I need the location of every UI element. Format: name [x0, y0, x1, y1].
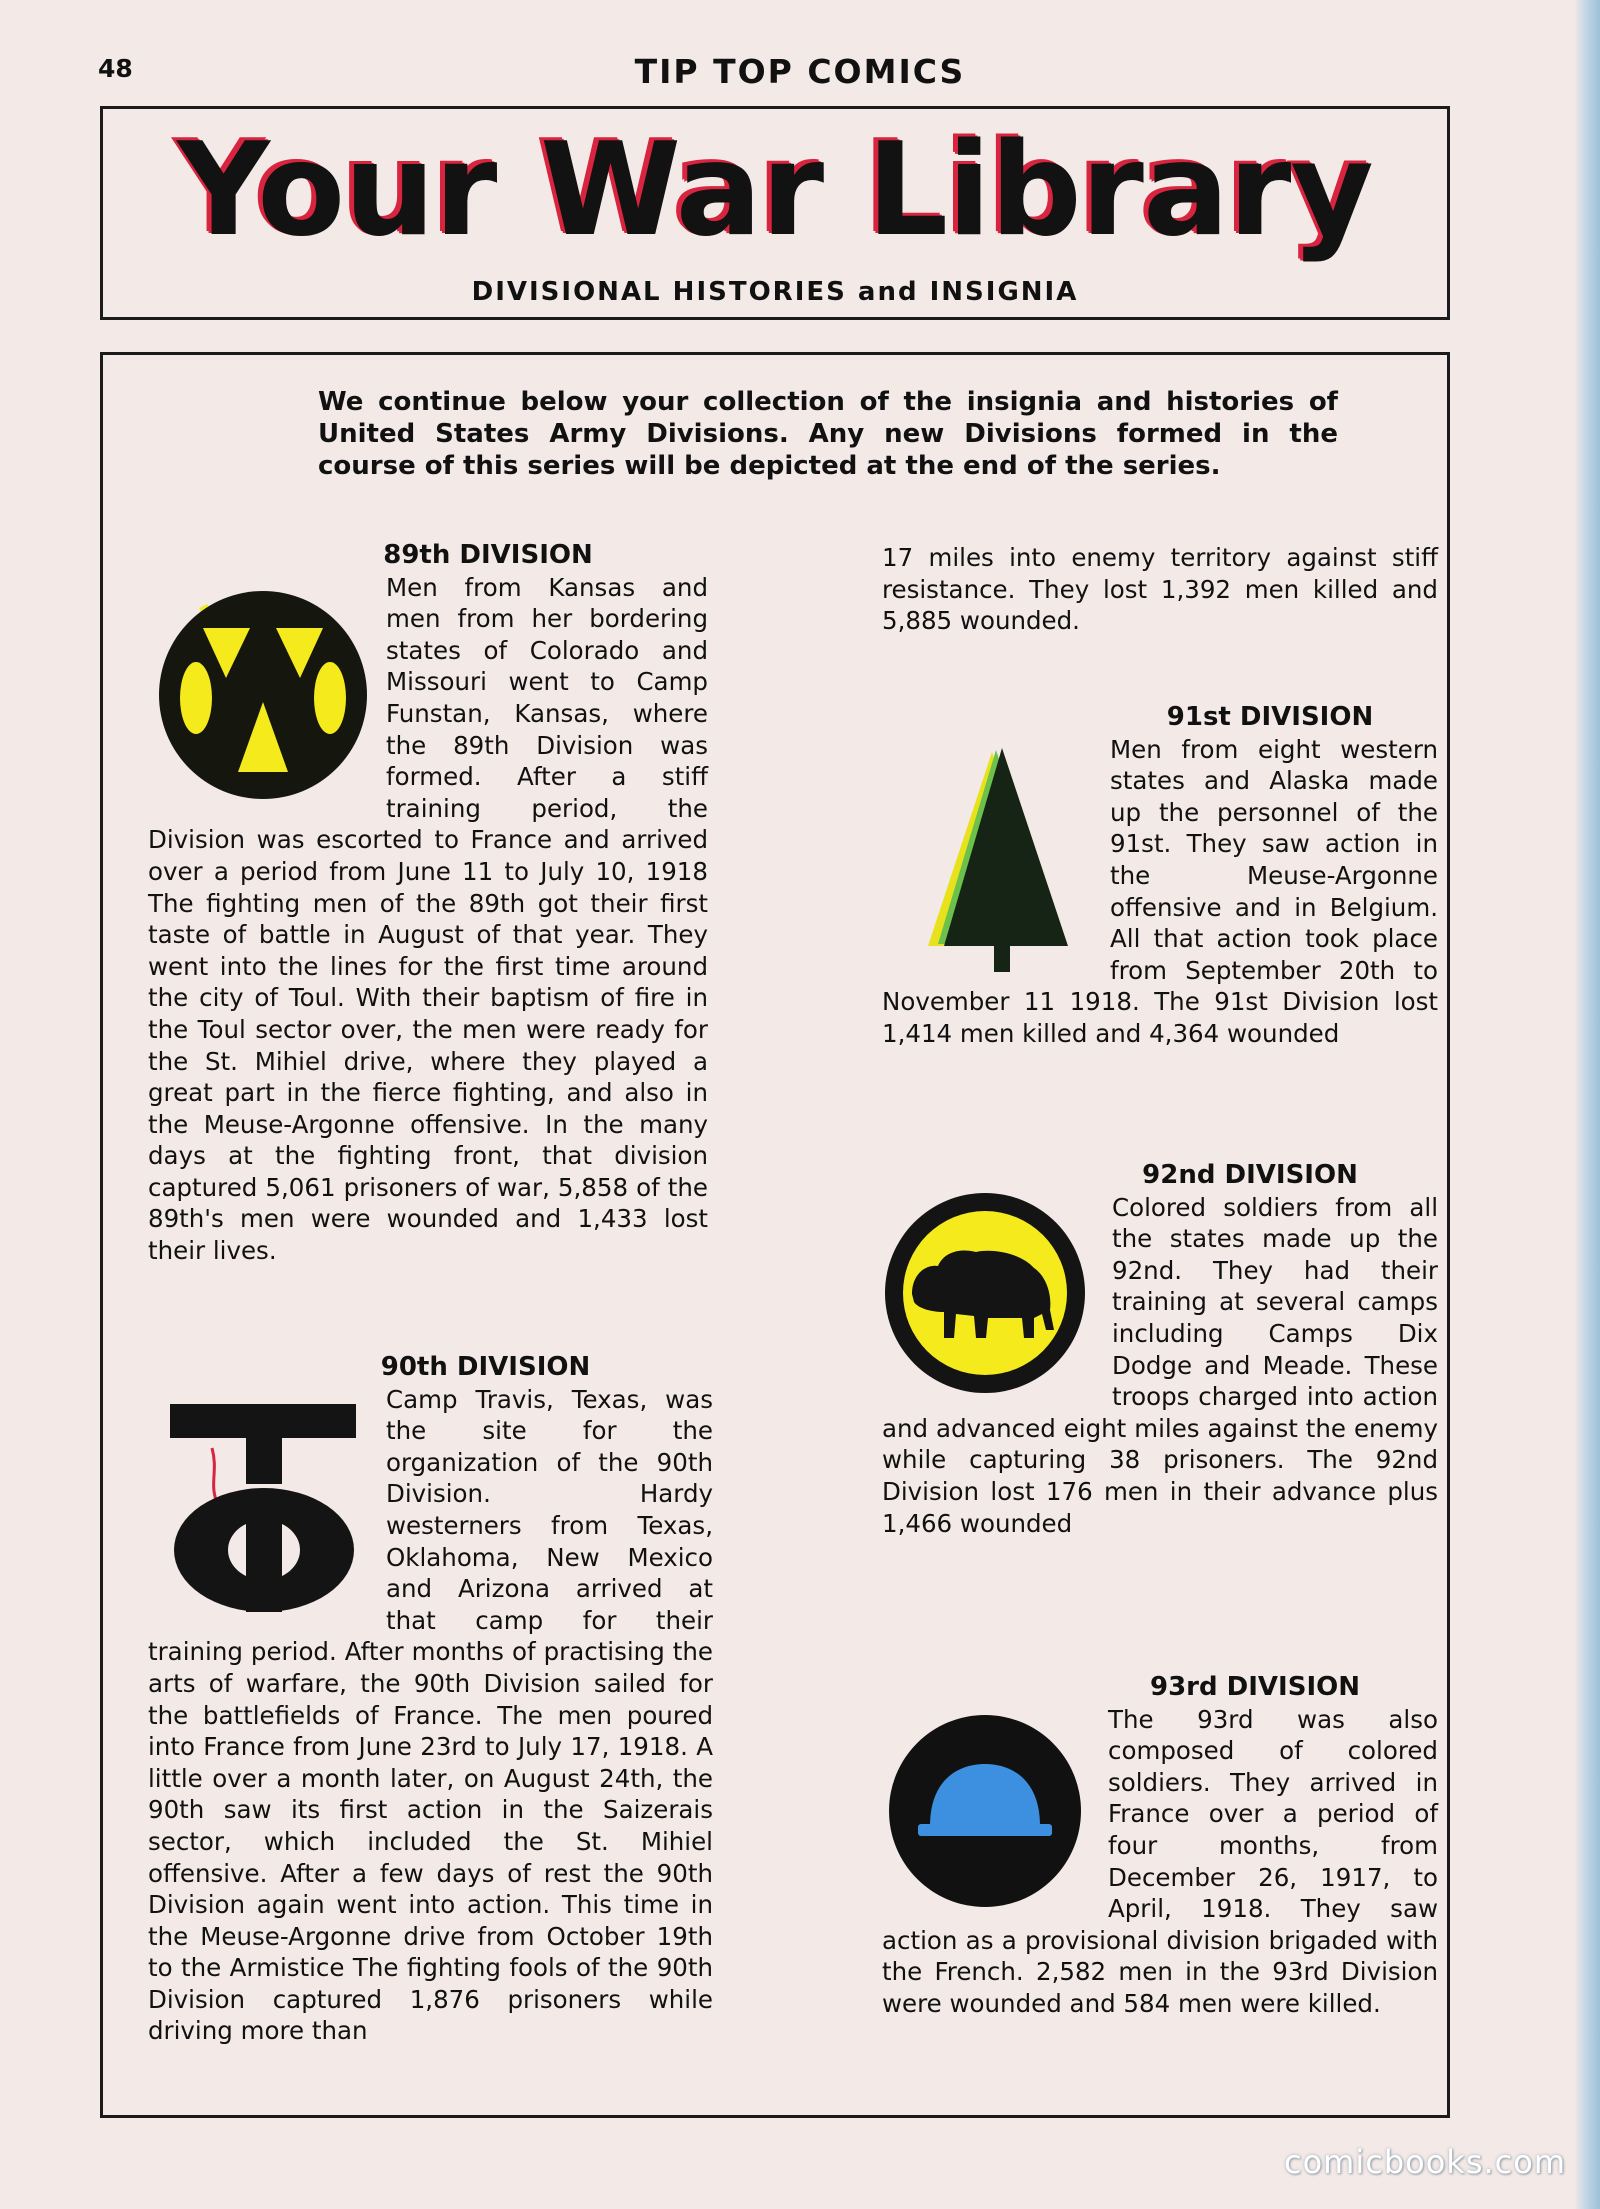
division-heading: 93rd DIVISION: [1150, 1672, 1360, 1702]
page-subtitle: DIVISIONAL HISTORIES and INSIGNIA: [471, 277, 1079, 307]
division-body: Colored soldiers from all the states made up the 92nd. They had their training at several camps including Camps Dix Dodge and Meade. These troops charged into action and advanced eight miles against the enemy while capturing 38 prisoners. The 92nd Division lost 176 men in their advance plus 1,466 wounded: [882, 1192, 1438, 1538]
watermark: comicbooks.com: [1283, 2143, 1566, 2181]
division-heading: 90th DIVISION: [380, 1352, 591, 1382]
division-body: Camp Travis, Texas, was the site for the organization of the 90th Division. Hardy westerners from Texas, Oklahoma, New Mexico and Arizona arrived at that camp for their training period. After months of practising the arts of warfare, the 90th Division sailed for the battlefields of France. The men poured into France from June 23rd to July 17, 1918. A little over a month later, on August 24th, the 90th saw its first action in the Saizerais sector, which included the St. Mihiel offensive. After a few days of rest the 90th Division again went into action. This time in the Meuse-Argonne drive from October 19th to the Armistice The fighting fools of the 90th Division captured 1,876 prisoners while driving more than: [148, 1384, 713, 2046]
article-92nd-division: [882, 1160, 1438, 1539]
page-number: 48: [98, 54, 133, 83]
running-head: TIP TOP COMICS: [634, 52, 966, 91]
fir-tree-icon: [882, 738, 1092, 978]
w-in-circle-icon: [148, 580, 378, 810]
buffalo-in-circle-icon: [882, 1190, 1088, 1396]
title-box: [100, 106, 1450, 320]
intro-paragraph: We continue below your collection of the insignia and histories of United States Army Divisions. Any new Divisions formed in the course of this series will be depicted at the end of the series.: [318, 387, 1338, 481]
page-title: Your War Library: [177, 116, 1373, 265]
division-body: Men from eight western states and Alaska made up the personnel of the 91st. They saw action in the Meuse-Argonne offensive and in Belgium. All that action took place from September 20th to November 11 1918. The 91st Division lost 1,414 men killed and 4,364 wounded: [882, 734, 1438, 1048]
t-o-monogram-icon: [148, 1382, 378, 1618]
division-heading: 92nd DIVISION: [1142, 1160, 1358, 1190]
helmet-in-circle-icon: [882, 1708, 1088, 1914]
division-heading: 91st DIVISION: [1166, 702, 1374, 732]
page-edge-shadow: [1574, 0, 1600, 2209]
article-91st-division: [882, 702, 1438, 1050]
division-continuation: 17 miles into enemy territory against stiff resistance. They lost 1,392 men killed and 5,885 wounded.: [882, 543, 1438, 636]
article-93rd-division: [882, 1672, 1438, 2020]
article-90th-division: [148, 1352, 713, 2047]
division-heading: 89th DIVISION: [383, 540, 593, 570]
division-body: The 93rd was also composed of colored soldiers. They arrived in France over a period of four months, from December 26, 1917, to April, 1918. They saw action as a provisional division brigaded with the French. 2,582 men in the 93rd Division were wounded and 584 men were killed.: [882, 1704, 1438, 2018]
article-89th-division: [148, 540, 708, 1267]
article-90th-continuation: [882, 542, 1438, 637]
division-body: Men from Kansas and men from her bordering states of Colorado and Missouri went to Camp Funstan, Kansas, where the 89th Division was formed. After a stiff training period, the Division was escorted to France and arrived over a period from June 11 to July 10, 1918 The fighting men of the 89th got their first taste of battle in August of that year. They went into the lines for the first time around the city of Toul. With their baptism of fire in the Toul sector over, the men were ready for the St. Mihiel drive, where they played a great part in the fierce fighting, and also in the Meuse-Argonne offensive. In the many days at the fighting front, that division captured 5,061 prisoners of war, 5,858 of the 89th's men were wounded and 1,433 lost their lives.: [148, 572, 708, 1266]
